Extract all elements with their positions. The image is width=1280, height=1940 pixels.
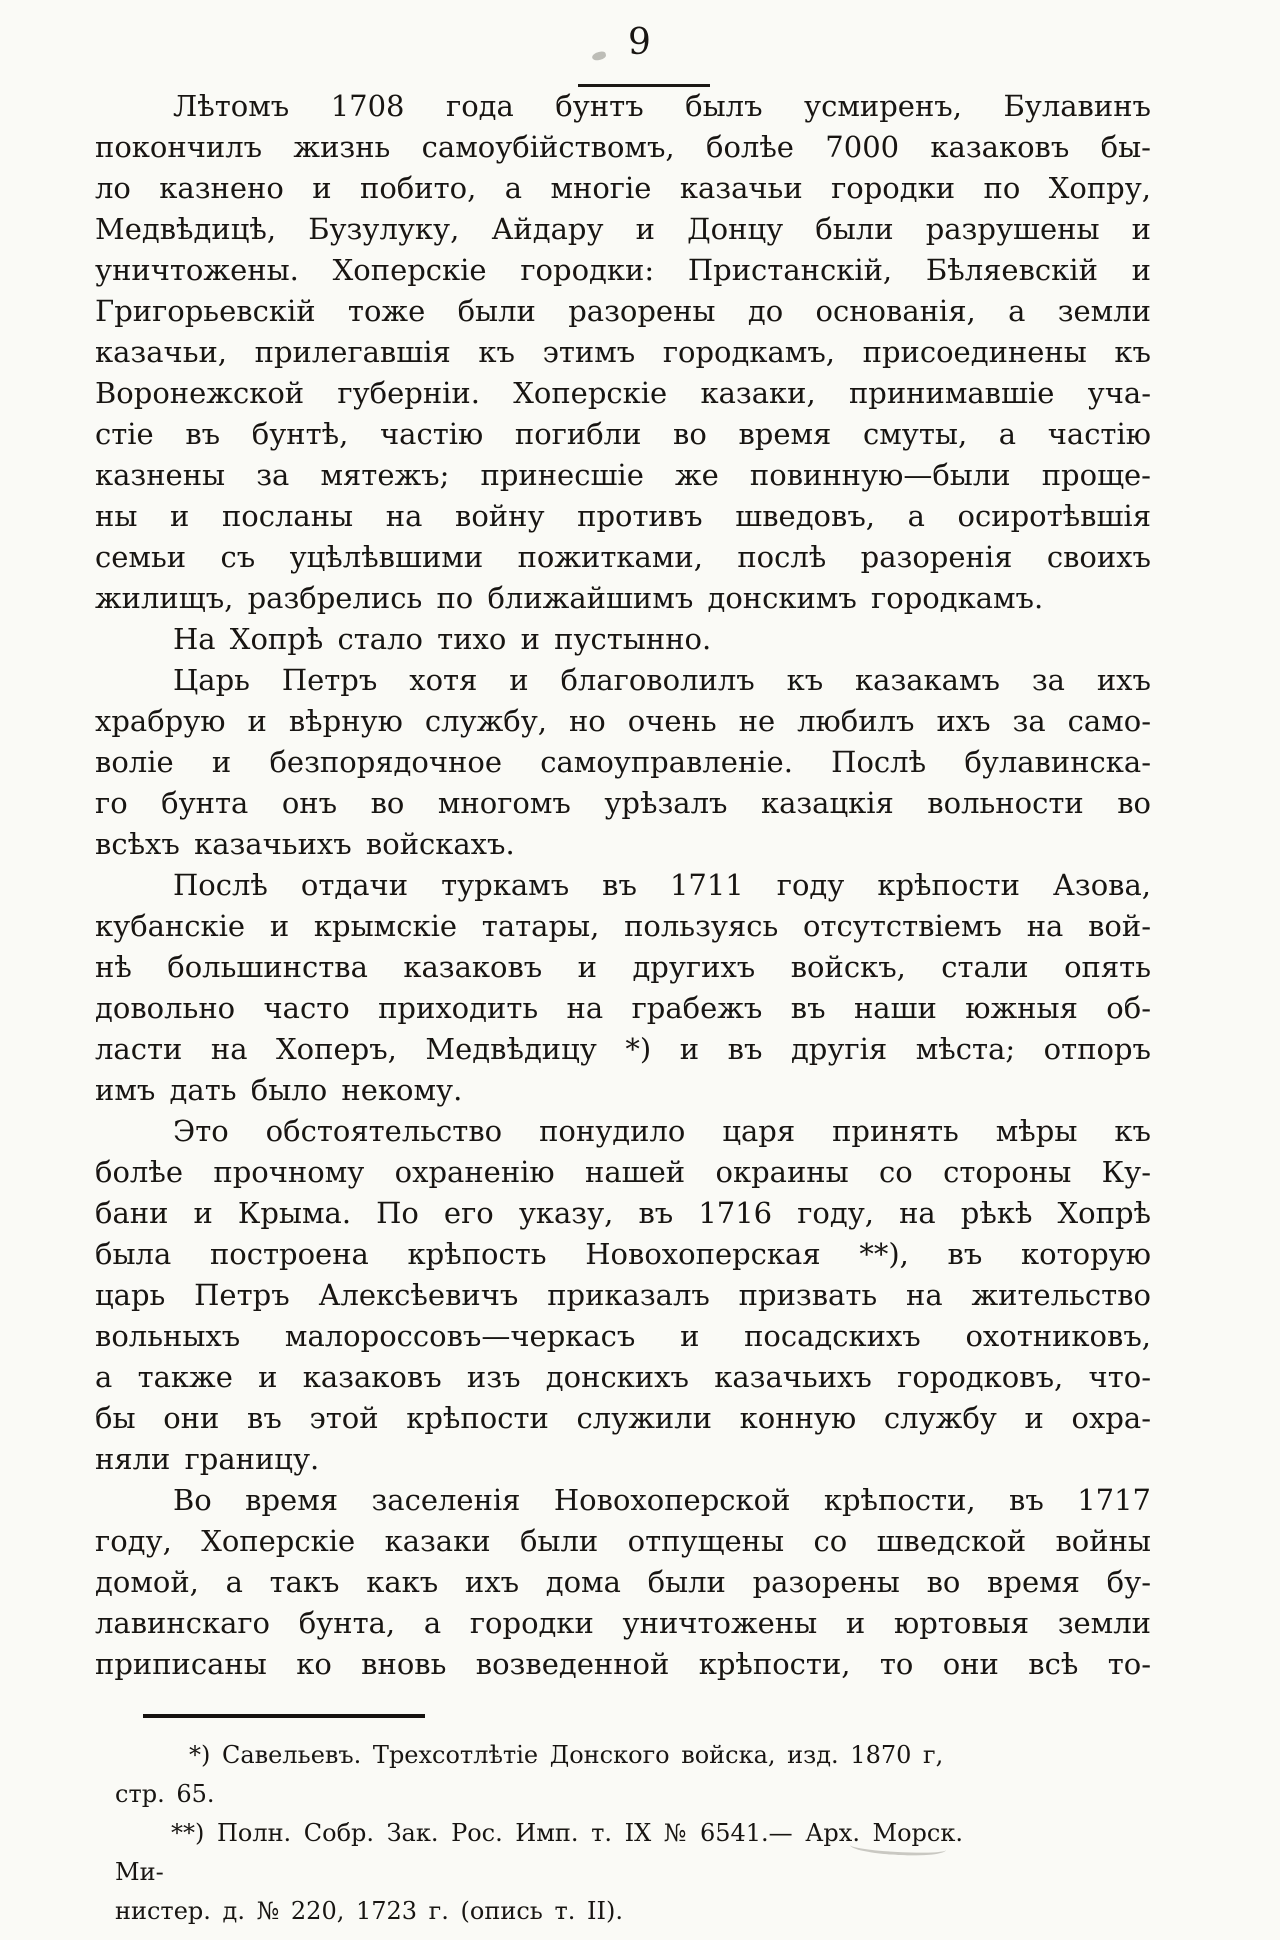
text-line: ласти на Хоперъ, Медвѣдицу *) и въ другія мѣста; отпоръ [95, 1032, 1151, 1066]
text-line: На Хопрѣ стало тихо и пустынно. [173, 622, 712, 656]
text-line: всѣхъ казачьихъ войскахъ. [95, 827, 515, 861]
text-line: довольно часто приходить на грабежъ въ наши южныя об- [95, 991, 1151, 1025]
text-line: Медвѣдицѣ, Бузулуку, Айдару и Донцу были разрушены и [95, 212, 1151, 246]
text-line: лавинскаго бунта, а городки уничтожены и юртовыя земли [95, 1606, 1151, 1640]
text-line: нѣ большинства казаковъ и другихъ войскъ, стали опять [95, 950, 1151, 984]
text-line: бы они въ этой крѣпости служили конную службу и охра- [95, 1401, 1151, 1435]
text-line: Лѣтомъ 1708 года бунтъ былъ усмиренъ, Булавинъ [173, 89, 1151, 123]
text-line: казнены за мятежъ; принесшіе же повинную—были проще- [95, 458, 1151, 492]
text-line: бани и Крыма. По его указу, въ 1716 году, на рѣкѣ Хопрѣ [95, 1196, 1151, 1230]
text-line: была построена крѣпость Новохоперская **), въ которую [95, 1237, 1151, 1271]
text-line: храбрую и вѣрную службу, но очень не любилъ ихъ за само- [95, 704, 1151, 738]
body-text [95, 86, 1151, 1685]
text-line: а также и казаковъ изъ донскихъ казачьихъ городковъ, что- [95, 1360, 1151, 1394]
text-line: имъ дать было некому. [95, 1073, 463, 1107]
text-line: Воронежской губерніи. Хоперскіе казаки, принимавшіе уча- [95, 376, 1151, 410]
text-line: казачьи, прилегавшія къ этимъ городкамъ, присоединены къ [95, 335, 1151, 369]
text-line: семьи съ уцѣлѣвшими пожитками, послѣ разоренія своихъ [95, 540, 1151, 574]
text-line: Во время заселенія Новохоперской крѣпости, въ 1717 [173, 1483, 1151, 1517]
page-number: 9 [628, 22, 652, 63]
text-line: уничтожены. Хоперскіе городки: Пристанскій, Бѣляевскій и [95, 253, 1151, 287]
footnote-separator [143, 1714, 425, 1718]
text-line: стіе въ бунтѣ, частію погибли во время смуты, а частію [95, 417, 1151, 451]
text-line: Царь Петръ хотя и благоволилъ къ казакамъ за ихъ [173, 663, 1151, 697]
text-line: жилищъ, разбрелись по ближайшимъ донскимъ городкамъ. [95, 581, 1044, 615]
footnote-line: *) Савельевъ. Трехсотлѣтіе Донского войска, изд. 1870 г, стр. 65. [115, 1741, 944, 1808]
text-line: воліе и безпорядочное самоуправленіе. Послѣ булавинска- [95, 745, 1151, 779]
text-line: покончилъ жизнь самоубійствомъ, болѣе 7000 казаковъ бы- [95, 130, 1151, 164]
text-line: приписаны ко вновь возведенной крѣпости, то они всѣ то- [95, 1647, 1151, 1681]
text-line: царь Петръ Алексѣевичъ приказалъ призвать на жительство [95, 1278, 1151, 1312]
text-line: ны и посланы на войну противъ шведовъ, а осиротѣвшія [95, 499, 1151, 533]
text-line: Это обстоятельство понудило царя принять мѣры къ [173, 1114, 1151, 1148]
footnotes [115, 1736, 963, 1931]
text-line: няли границу. [95, 1442, 320, 1476]
text-line: ло казнено и побито, а многіе казачьи городки по Хопру, [95, 171, 1151, 205]
text-line: болѣе прочному охраненію нашей окраины со стороны Ку- [95, 1155, 1151, 1189]
footnote-line: нистер. д. № 220, 1723 г. (опись т. II). [115, 1897, 623, 1925]
text-line: году, Хоперскіе казаки были отпущены со шведской войны [95, 1524, 1151, 1558]
text-line: вольныхъ малороссовъ—черкасъ и посадскихъ охотниковъ, [95, 1319, 1151, 1353]
text-line: кубанскіе и крымскіе татары, пользуясь отсутствіемъ на вой- [95, 909, 1151, 943]
text-line: Григорьевскій тоже были разорены до основанія, а земли [95, 294, 1151, 328]
footnote-line: **) Полн. Собр. Зак. Рос. Имп. т. IX № 6541.— Арх. Морск. Ми- [115, 1819, 963, 1886]
text-line: домой, а такъ какъ ихъ дома были разорены во время бу- [95, 1565, 1151, 1599]
text-line: Послѣ отдачи туркамъ въ 1711 году крѣпости Азова, [173, 868, 1151, 902]
text-line: го бунта онъ во многомъ урѣзалъ казацкія вольности во [95, 786, 1151, 820]
